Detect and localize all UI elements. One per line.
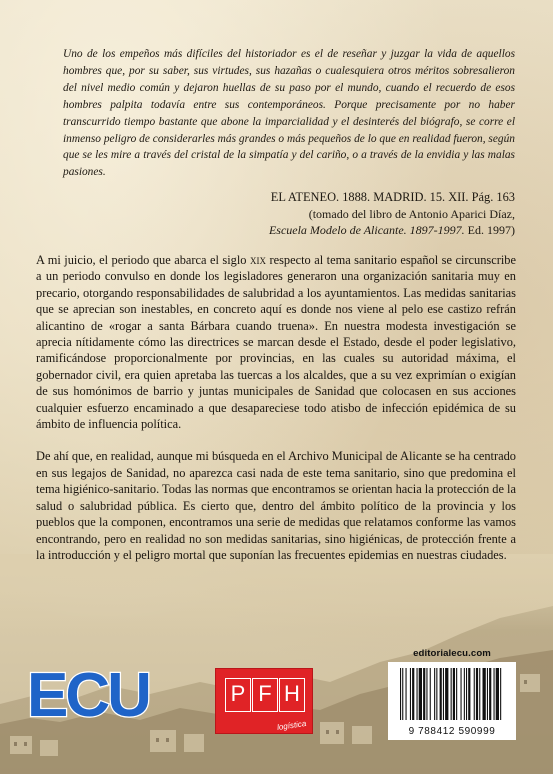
- barcode-bar: [483, 668, 486, 720]
- barcode-bar: [412, 668, 414, 720]
- barcode-bar: [430, 668, 431, 720]
- barcode-bar: [474, 668, 475, 720]
- pfh-letter-h: H: [279, 678, 305, 712]
- barcode-bar: [468, 668, 470, 720]
- barcode-bar: [451, 668, 452, 720]
- barcode-bar: [436, 668, 437, 720]
- pfh-letter-p: P: [225, 678, 251, 712]
- synopsis-paragraph-2: De ahí que, en realidad, aunque mi búsqueda en el Archivo Municipal de Alicante se ha centrado en sus legajos de Sanidad, no aparezca casi nada de este tema sanitario, sino que predomina el tema higiénico-sanitario. Todas las normas que encontramos se orientan hacia la protección de la salud o salubridad pública. Es cierto que, dentro del ámbito político de la provincia y los pueblos que la componen, encontramos una serie de medidas que relatamos conforme las vamos encontrando, pero en realidad no son medidas sanitarias, sino higiénicas, de protección frente a la introducción y el peligro mortal que suponían las frecuentes epidemias en nuestras ciudades.: [36, 449, 516, 562]
- pfh-logistica-logo: [215, 668, 313, 734]
- barcode-bar: [434, 668, 435, 720]
- barcode-bar: [426, 668, 427, 720]
- barcode-bar: [494, 668, 495, 720]
- barcode-bar: [489, 668, 491, 720]
- citation-book-title: Escuela Modelo de Alicante. 1897-1997.: [268, 223, 465, 237]
- barcode-bar: [423, 668, 425, 720]
- barcode-bar: [417, 668, 418, 720]
- barcode-bar: [440, 668, 442, 720]
- isbn-barcode: [388, 662, 516, 740]
- barcode-bar: [456, 668, 457, 720]
- citation-source: EL ATENEO. 1888. MADRID. 15. XII. Pág. 163: [270, 190, 515, 204]
- barcode-bar: [466, 668, 467, 720]
- barcode-bar: [443, 668, 444, 720]
- century-numeral: xix: [249, 253, 266, 267]
- barcode-bar: [453, 668, 455, 720]
- ecu-logo-text: ECU: [27, 661, 149, 730]
- barcode-bar: [500, 668, 501, 720]
- epigraph-quote: Uno de los empeños más difíciles del historiador es el de reseñar y juzgar la vida de aquellos hombres que, por su saber, sus virtudes, sus hazañas o cualesquiera otros méritos sobresalieron del nivel medio común y dejaron huellas de su paso por el mundo, cuando el recuerdo de esos hombres palpita todavía entre sus contemporáneos. Porque precisamente por no haber transcurrido tiempo bastante que abone la imparcialidad y el desinterés del biógrafo, se corre el inmenso peligro de considerarles más grandes o más pequeños de lo que en realidad fueron, según que se les mire a través del cristal de la simpatía y del cariño, o a través de la envidia y las malas pasiones.: [63, 48, 515, 179]
- isbn-number: 9 788412 590999: [408, 726, 496, 737]
- barcode-bar: [445, 668, 448, 720]
- barcode-bar: [400, 668, 401, 720]
- pfh-subtitle: logística: [276, 719, 307, 732]
- barcode-bars: [388, 664, 516, 726]
- synopsis-paragraph-1: A mi juicio, el periodo que abarca el siglo xix respecto al tema sanitario español se circunscribe a un periodo convulso en donde los legisladores generaron una organización sanitaria muy en precario, otorgando responsabilidades de salubridad a los ayuntamientos. Las medidas sanitarias que se aprecian son inestables, en concreto aquí es donde nos viene al pelo ese castizo refrán alicantino de «rogar a santa Bárbara cuando truena». En nuestra modesta investigación se aprecia nítidamente cómo las directrices se marcan desde el Estado, desde el poder legislativo, ramificándose proporcionalmente por provincias, en las cuales su autoridad máxima, el gobernador civil, era quien apretaba las tuercas a los alcaldes, que a su vez exprimían o exigían de sus homónimos de barrio y juntas municipales de Sanidad que colocasen en sus acciones cualquier esfuerzo encaminado a que desapareciese todo atisbo de infección epidémica de su ámbito de influencia política.: [36, 253, 516, 432]
- citation-edition: Ed. 1997): [464, 223, 515, 237]
- synopsis-text: [36, 252, 516, 563]
- citation-line-2: (tomado del libro de Antonio Aparici Díaz,: [308, 206, 515, 221]
- barcode-bar: [419, 668, 422, 720]
- citation-line-3: [185, 222, 515, 239]
- epigraph-citation: [185, 189, 515, 239]
- pfh-letter-f: F: [252, 678, 278, 712]
- barcode-bar: [406, 668, 407, 720]
- barcode-bar: [496, 668, 499, 720]
- barcode-bar: [402, 668, 403, 720]
- barcode-bar: [479, 668, 480, 720]
- publisher-website[interactable]: editorialecu.com: [413, 648, 491, 659]
- barcode-bar: [476, 668, 478, 720]
- barcode-bar: [487, 668, 488, 720]
- barcode-bar: [464, 668, 465, 720]
- barcode-bar: [410, 668, 411, 720]
- barcode-bar: [461, 668, 462, 720]
- ecu-publisher-logo: [27, 658, 149, 730]
